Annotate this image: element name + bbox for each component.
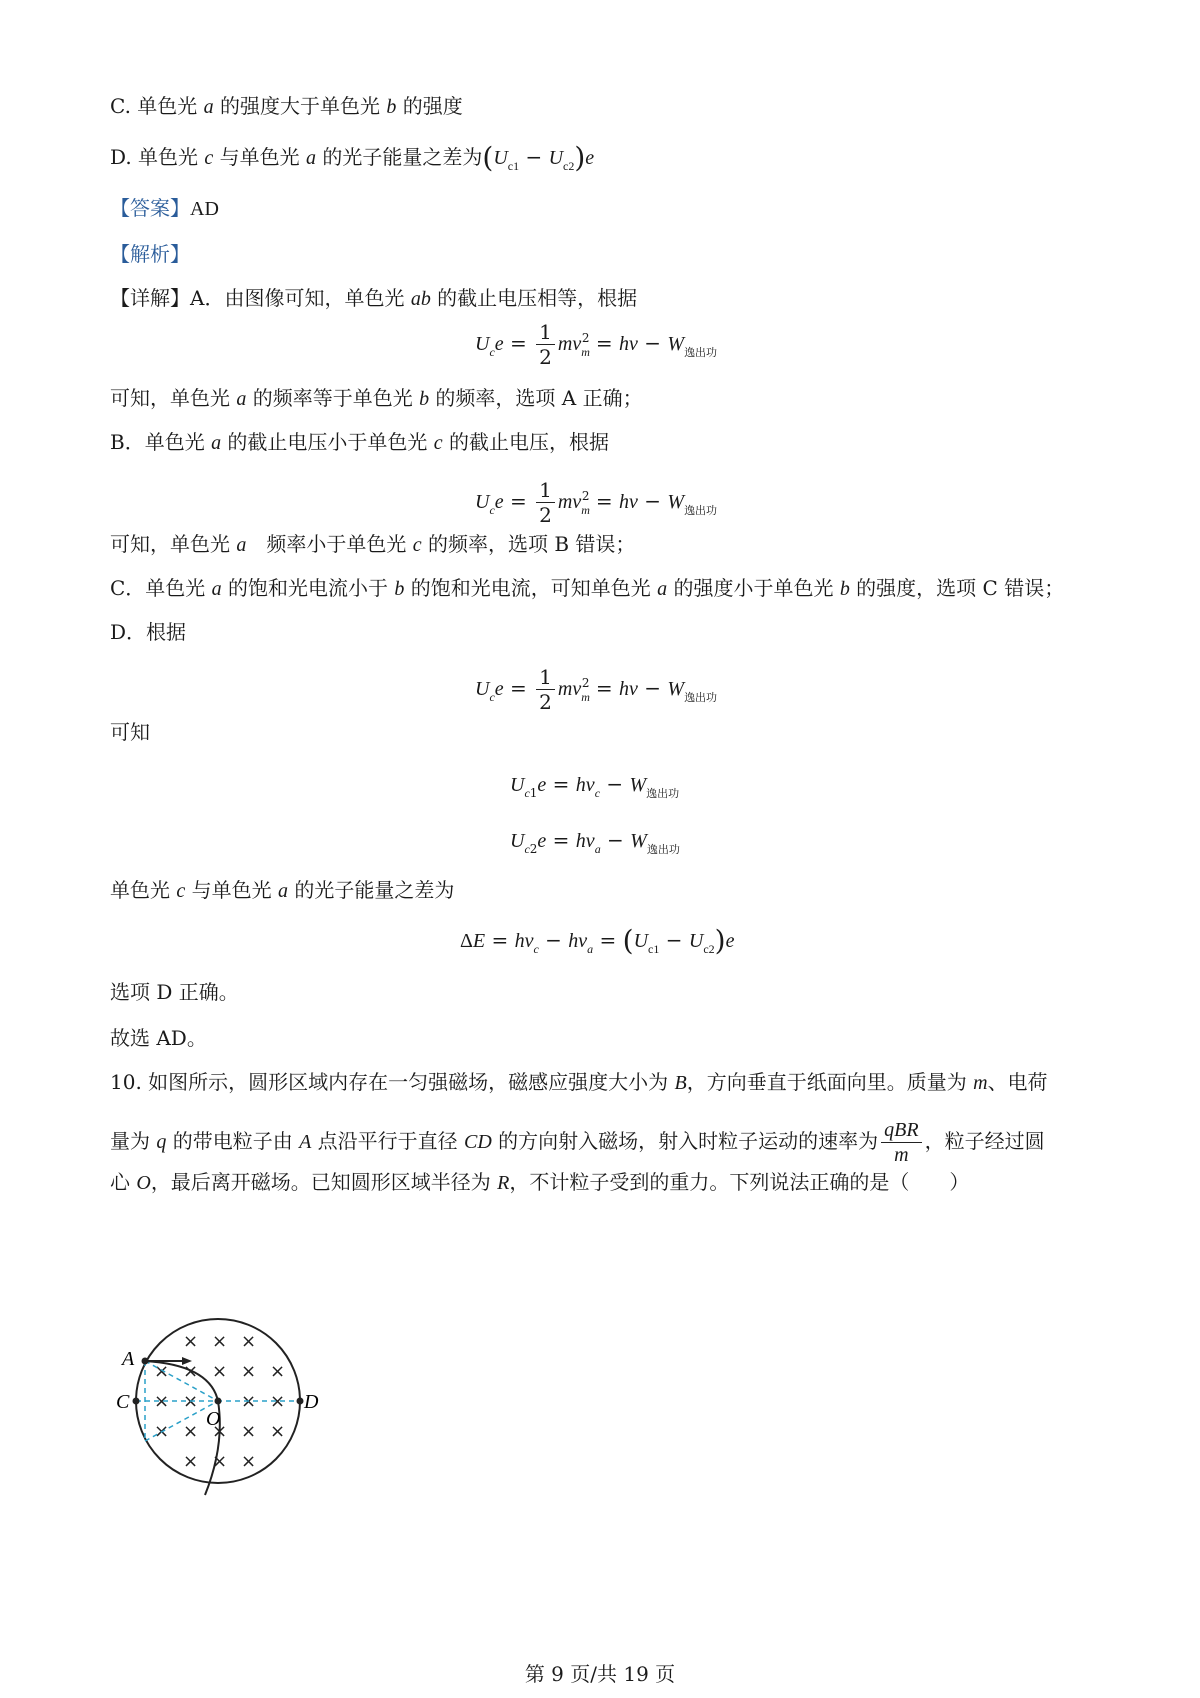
text: 心 bbox=[110, 1170, 137, 1194]
field-cross-icon: × bbox=[183, 1451, 199, 1472]
frac-num: qBR bbox=[881, 1118, 921, 1143]
analysis-tag: 【解析】 bbox=[110, 242, 190, 266]
energy-difference-line bbox=[110, 876, 454, 905]
answer-line bbox=[110, 194, 219, 223]
field-cross-icon: × bbox=[154, 1391, 170, 1412]
text: 10. 如图所示，圆形区域内存在一匀强磁场，磁感应强度大小为 bbox=[110, 1070, 675, 1094]
choose-answer: 故选 AD。 bbox=[110, 1026, 207, 1050]
field-cross-icon: × bbox=[183, 1361, 199, 1382]
text: 可知，单色光 bbox=[110, 532, 237, 556]
var-c: c bbox=[204, 147, 214, 169]
text: 的饱和光电流，可知单色光 bbox=[404, 576, 658, 600]
field-cross-icon: × bbox=[212, 1421, 228, 1442]
point-d bbox=[297, 1398, 304, 1405]
text: 的带电粒子由 bbox=[166, 1129, 300, 1153]
label-c: C bbox=[116, 1391, 130, 1413]
var-b: b bbox=[839, 578, 850, 600]
equation-uc1: $U_{c1}e = h\nu_c - W_{逸出功}$ bbox=[510, 772, 680, 800]
subscript-work: 逸出功 bbox=[646, 787, 680, 800]
point-c bbox=[133, 1398, 140, 1405]
field-cross-icon: × bbox=[270, 1361, 286, 1382]
equation-photoelectric-1: $U_ce$ = $\frac{1}{2}$ $mv_m^2 = h\nu - W_{逸出功}$ bbox=[475, 320, 718, 369]
magnetic-field-figure bbox=[110, 1305, 340, 1510]
text: 的强度大于单色光 bbox=[213, 94, 387, 118]
option-c bbox=[110, 92, 463, 121]
text: ，粒子经过圆 bbox=[924, 1129, 1045, 1153]
field-cross-icon: × bbox=[212, 1331, 228, 1352]
equation-uc2: $U_{c2}e = h\nu_a - W_{逸出功}$ bbox=[510, 828, 680, 856]
text: 的饱和光电流小于 bbox=[221, 576, 395, 600]
var-a: a bbox=[211, 432, 222, 454]
var-a: a bbox=[203, 96, 214, 118]
text: 频率小于单色光 bbox=[246, 532, 413, 556]
label-o: O bbox=[206, 1408, 221, 1430]
subscript-work: 逸出功 bbox=[646, 843, 680, 856]
field-cross-icon: × bbox=[241, 1331, 257, 1352]
detail-a bbox=[110, 284, 637, 313]
detail-b bbox=[110, 428, 609, 457]
text: 点沿平行于直径 bbox=[311, 1129, 465, 1153]
speed-fraction bbox=[881, 1118, 921, 1167]
text: 的频率等于单色光 bbox=[246, 386, 420, 410]
field-cross-icon: × bbox=[241, 1391, 257, 1412]
text: 可知，单色光 bbox=[110, 386, 237, 410]
text: ，方向垂直于纸面向里。质量为 bbox=[686, 1070, 974, 1094]
text: 的强度 bbox=[396, 94, 463, 118]
subscript-work: 逸出功 bbox=[684, 504, 718, 517]
page-footer: 第 9 页/共 19 页 bbox=[524, 1662, 676, 1686]
text: D. 单色光 bbox=[110, 145, 205, 169]
label-a: A bbox=[122, 1348, 135, 1370]
field-cross-icon: × bbox=[270, 1421, 286, 1442]
var-c: c bbox=[433, 432, 443, 454]
var-b: b bbox=[386, 96, 397, 118]
text: 单色光 bbox=[110, 878, 177, 902]
var-a-point: A bbox=[299, 1131, 312, 1153]
field-cross-icon: × bbox=[154, 1361, 170, 1382]
text: ，不计粒子受到的重力。下列说法正确的是（ ） bbox=[509, 1170, 970, 1194]
q10-line-1 bbox=[110, 1068, 1048, 1097]
figure-svg bbox=[110, 1305, 340, 1505]
text: ，最后离开磁场。已知圆形区域半径为 bbox=[150, 1170, 498, 1194]
field-cross-icon: × bbox=[183, 1331, 199, 1352]
text: 的强度，选项 C 错误； bbox=[849, 576, 1065, 600]
equation-photoelectric-2: $U_ce$ = $\frac{1}{2}$ $mv_m^2 = h\nu - W_{逸出功}$ bbox=[475, 478, 718, 527]
field-cross-icon: × bbox=[183, 1421, 199, 1442]
var-b: b bbox=[419, 388, 430, 410]
var-m: m bbox=[973, 1072, 988, 1094]
conclusion-b bbox=[110, 530, 635, 559]
var-a: a bbox=[211, 578, 222, 600]
kezhi-text: 可知 bbox=[110, 720, 150, 744]
subscript-work: 逸出功 bbox=[684, 346, 718, 359]
field-cross-icon: × bbox=[241, 1451, 257, 1472]
text: 的频率，选项 B 错误； bbox=[421, 532, 636, 556]
var-a: a bbox=[657, 578, 668, 600]
var-a: a bbox=[236, 534, 247, 556]
field-cross-icon: × bbox=[212, 1451, 228, 1472]
text: 的方向射入磁场，射入时粒子运动的速率为 bbox=[491, 1129, 879, 1153]
var-c: c bbox=[412, 534, 422, 556]
var-b: b bbox=[394, 578, 405, 600]
text: C. 单色光 bbox=[110, 94, 204, 118]
d-correct: 选项 D 正确。 bbox=[110, 980, 239, 1004]
point-o bbox=[215, 1398, 222, 1405]
text: 的频率，选项 A 正确； bbox=[429, 386, 643, 410]
var-cd: CD bbox=[464, 1131, 492, 1153]
text: 的光子能量之差为 bbox=[316, 145, 483, 169]
var-o: O bbox=[136, 1172, 151, 1194]
label-d: D bbox=[304, 1391, 319, 1413]
text: 的强度小于单色光 bbox=[667, 576, 840, 600]
text: 的光子能量之差为 bbox=[287, 878, 455, 902]
detail-c bbox=[110, 574, 1064, 603]
text: 量为 bbox=[110, 1129, 157, 1153]
var-q: q bbox=[156, 1131, 167, 1153]
point-a bbox=[142, 1358, 149, 1365]
field-cross-icon: × bbox=[154, 1421, 170, 1442]
var-b: B bbox=[674, 1072, 687, 1094]
option-d: D. 单色光 c 与单色光 a 的光子能量之差为$(U_{c1} - U_{c2})e$ bbox=[110, 141, 595, 174]
field-cross-icon: × bbox=[270, 1391, 286, 1412]
var-a: a bbox=[306, 147, 317, 169]
frac-den: m bbox=[894, 1144, 909, 1166]
field-cross-icon: × bbox=[183, 1391, 199, 1412]
var-c: c bbox=[176, 880, 186, 902]
detail-tag: 【详解】 bbox=[110, 286, 190, 310]
text: B．单色光 bbox=[110, 430, 212, 454]
field-cross-icon: × bbox=[241, 1421, 257, 1442]
equation-photoelectric-3: $U_ce$ = $\frac{1}{2}$ $mv_m^2 = h\nu - W_{逸出功}$ bbox=[475, 665, 718, 714]
answer-value: AD bbox=[190, 198, 219, 220]
equation-delta-e: $\Delta E = h\nu_c - h\nu_a = (U_{c1} - U_{c2})e$ bbox=[460, 924, 735, 957]
text: C．单色光 bbox=[110, 576, 212, 600]
text: 的截止电压小于单色光 bbox=[221, 430, 434, 454]
text: 的截止电压，根据 bbox=[442, 430, 610, 454]
text: 的截止电压相等，根据 bbox=[430, 286, 638, 310]
subscript-work: 逸出功 bbox=[684, 691, 718, 704]
text: 与单色光 bbox=[185, 878, 278, 902]
var-a: a bbox=[277, 880, 288, 902]
q10-line-3 bbox=[110, 1168, 969, 1197]
field-cross-icon: × bbox=[212, 1361, 228, 1382]
q10-line-2 bbox=[110, 1118, 1045, 1167]
answer-tag: 【答案】 bbox=[110, 196, 190, 220]
text: 、电荷 bbox=[987, 1070, 1048, 1094]
text: 与单色光 bbox=[213, 145, 307, 169]
var-a: a bbox=[236, 388, 247, 410]
var-ab: ab bbox=[410, 288, 431, 310]
var-r: R bbox=[497, 1172, 510, 1194]
text: A．由图像可知，单色光 bbox=[190, 286, 411, 310]
detail-d: D．根据 bbox=[110, 620, 187, 644]
field-cross-icon: × bbox=[241, 1361, 257, 1382]
conclusion-a bbox=[110, 384, 643, 413]
